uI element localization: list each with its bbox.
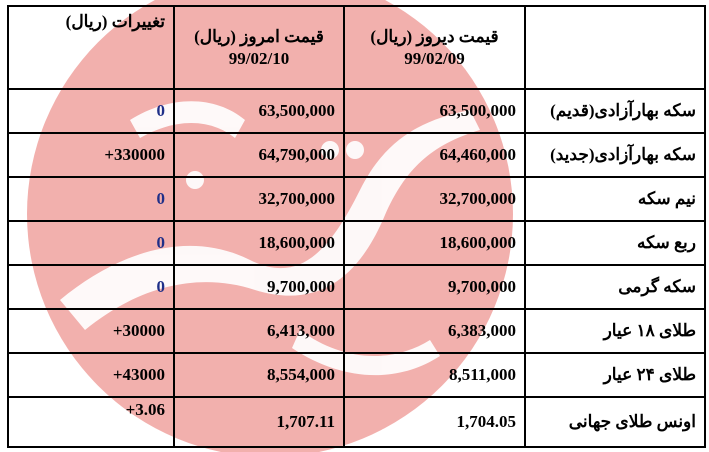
item-name-cell: ربع سکه bbox=[525, 221, 705, 265]
header-today-date: 99/02/10 bbox=[228, 48, 290, 68]
yesterday-price-cell: 64,460,000 bbox=[344, 133, 525, 177]
header-change: تغییرات (ریال) bbox=[8, 6, 174, 89]
yesterday-price-cell: 32,700,000 bbox=[344, 177, 525, 221]
item-name-cell: طلای ۲۴ عیار bbox=[525, 353, 705, 397]
today-price-cell: 63,500,000 bbox=[174, 89, 344, 133]
item-name-cell: اونس طلای جهانی bbox=[525, 397, 705, 447]
table-row bbox=[8, 397, 705, 447]
gold-coin-price-table bbox=[7, 5, 706, 448]
item-name-cell: طلای ۱۸ عیار bbox=[525, 309, 705, 353]
today-price-cell: 1,707.11 bbox=[174, 397, 344, 447]
table-row bbox=[8, 133, 705, 177]
yesterday-price-cell: 6,383,000 bbox=[344, 309, 525, 353]
header-yesterday bbox=[344, 6, 525, 89]
change-cell: 0 bbox=[8, 89, 174, 133]
header-today-label: قیمت امروز (ریال) bbox=[194, 26, 324, 46]
yesterday-price-cell: 1,704.05 bbox=[344, 397, 525, 447]
change-cell: +30000 bbox=[8, 309, 174, 353]
item-name-cell: سکه بهارآزادی(جدید) bbox=[525, 133, 705, 177]
header-yesterday-label: قیمت دیروز (ریال) bbox=[370, 26, 499, 46]
item-name-cell: نیم سکه bbox=[525, 177, 705, 221]
today-price-cell: 9,700,000 bbox=[174, 265, 344, 309]
table-row bbox=[8, 221, 705, 265]
header-yesterday-date: 99/02/09 bbox=[404, 48, 465, 68]
header-today bbox=[174, 6, 344, 89]
table-row bbox=[8, 353, 705, 397]
today-price-cell: 32,700,000 bbox=[174, 177, 344, 221]
change-cell: 0 bbox=[8, 221, 174, 265]
header-row bbox=[8, 6, 705, 89]
change-cell: +330000 bbox=[8, 133, 174, 177]
today-price-cell: 18,600,000 bbox=[174, 221, 344, 265]
table-row bbox=[8, 265, 705, 309]
yesterday-price-cell: 63,500,000 bbox=[344, 89, 525, 133]
yesterday-price-cell: 9,700,000 bbox=[344, 265, 525, 309]
change-cell: 0 bbox=[8, 265, 174, 309]
table-row bbox=[8, 89, 705, 133]
change-cell: 0 bbox=[8, 177, 174, 221]
item-name-cell: سکه بهارآزادی(قدیم) bbox=[525, 89, 705, 133]
today-price-cell: 64,790,000 bbox=[174, 133, 344, 177]
table-row bbox=[8, 177, 705, 221]
today-price-cell: 6,413,000 bbox=[174, 309, 344, 353]
header-name bbox=[525, 6, 705, 89]
yesterday-price-cell: 8,511,000 bbox=[344, 353, 525, 397]
yesterday-price-cell: 18,600,000 bbox=[344, 221, 525, 265]
change-cell: +43000 bbox=[8, 353, 174, 397]
table-row bbox=[8, 309, 705, 353]
today-price-cell: 8,554,000 bbox=[174, 353, 344, 397]
item-name-cell: سکه گرمی bbox=[525, 265, 705, 309]
change-cell: +3.06 bbox=[8, 397, 174, 447]
